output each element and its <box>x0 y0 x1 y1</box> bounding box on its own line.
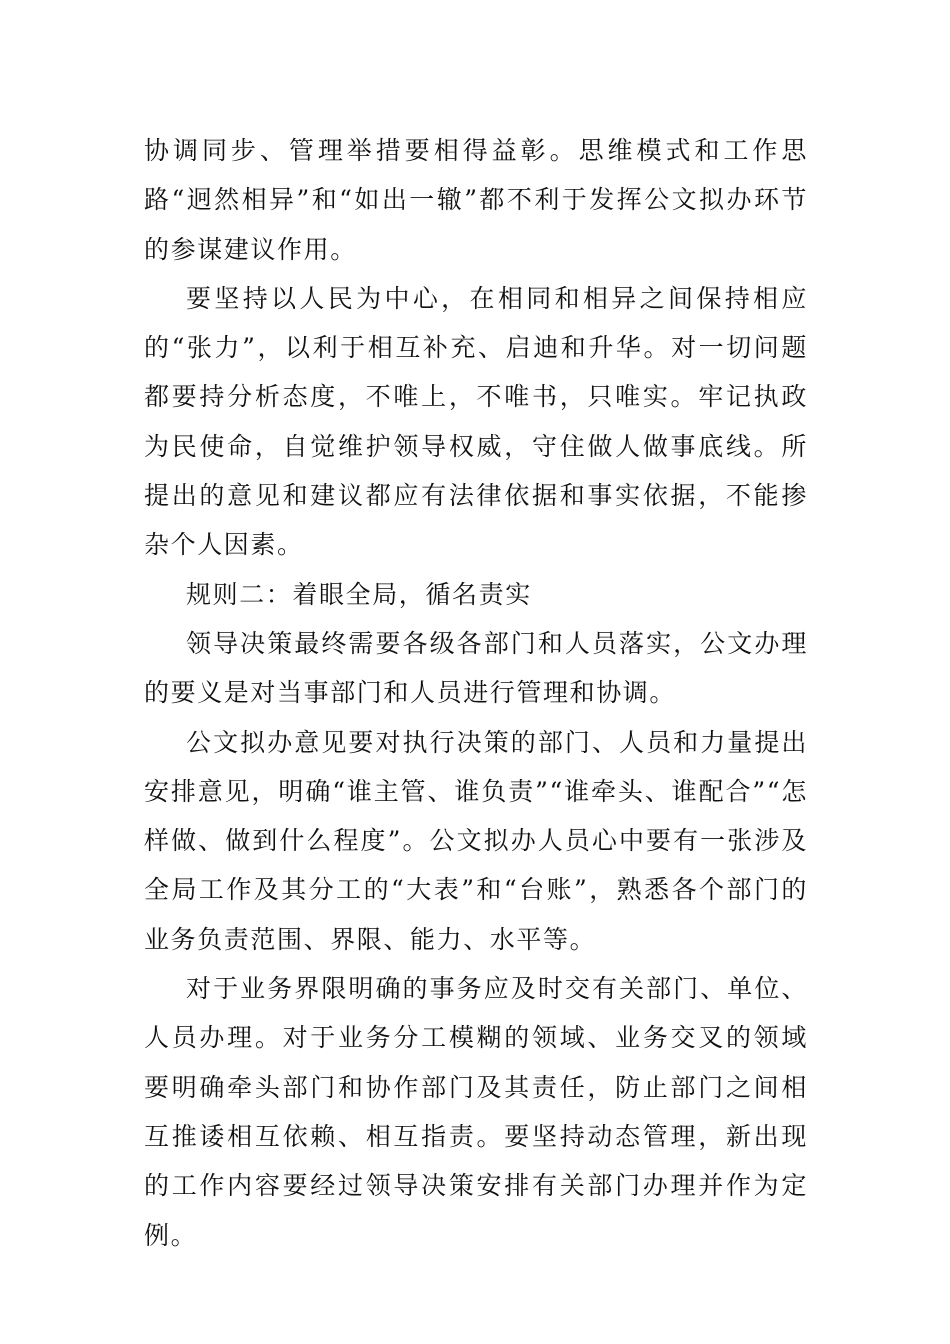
paragraph-drafting-opinion: 公文拟办意见要对执行决策的部门、人员和力量提出安排意见，明确“谁主管、谁负责”“谁牵头、谁配合”“怎样做、做到什么程度”。公文拟办人员心中要有一张涉及全局工作及其分工的“大表”和“台账”，熟悉各个部门的业务负责范围、界限、能力、水平等。 <box>144 727 808 954</box>
rule-two-heading: 规则二：着眼全局，循名责实 <box>186 579 532 609</box>
document-body <box>144 126 808 1260</box>
paragraph-leadership-decision: 领导决策最终需要各级各部门和人员落实，公文办理的要义是对当事部门和人员进行管理和协调。 <box>144 628 808 708</box>
paragraph-business-boundaries: 对于业务界限明确的事务应及时交有关部门、单位、人员办理。对于业务分工模糊的领域、业务交叉的领域要明确牵头部门和协作部门及其责任，防止部门之间相互推诿相互依赖、相互指责。要坚持动态管理，新出现的工作内容要经过领导决策安排有关部门办理并作为定例。 <box>144 974 808 1250</box>
paragraph-people-centered: 要坚持以人民为中心，在相同和相异之间保持相应的“张力”，以利于相互补充、启迪和升华。对一切问题都要持分析态度，不唯上，不唯书，只唯实。牢记执政为民使命，自觉维护领导权威，守住做人做事底线。所提出的意见和建议都应有法律依据和事实依据，不能掺杂个人因素。 <box>144 283 808 560</box>
paragraph-continuation: 协调同步、管理举措要相得益彰。思维模式和工作思路“迥然相异”和“如出一辙”都不利于发挥公文拟办环节的参谋建议作用。 <box>144 136 808 264</box>
